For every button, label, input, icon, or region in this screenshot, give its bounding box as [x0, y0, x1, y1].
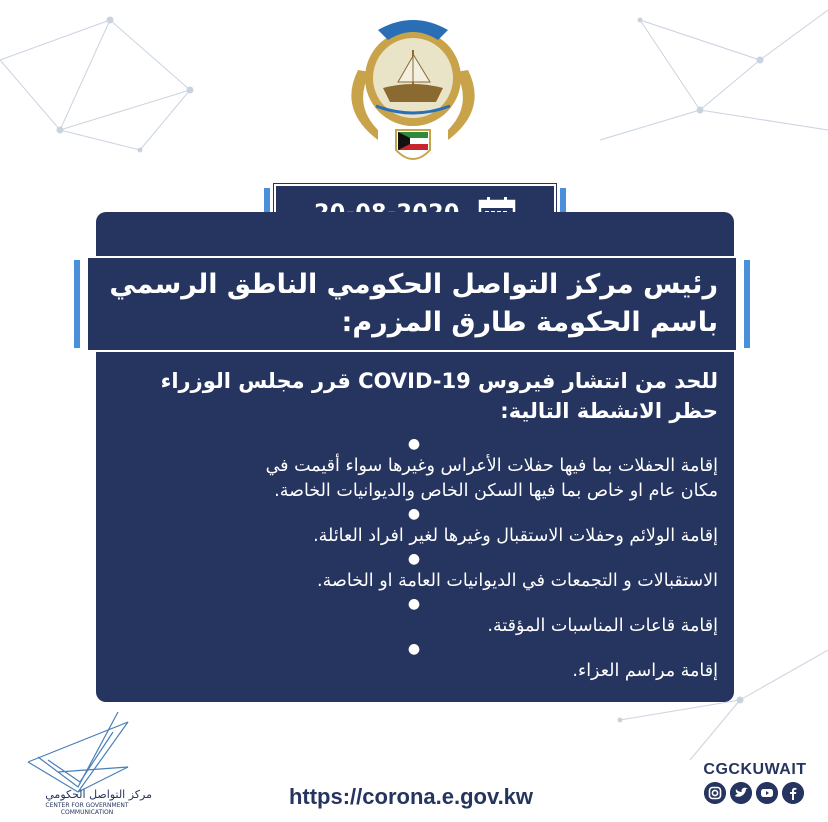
kuwait-emblem [318, 10, 508, 175]
list-item [110, 454, 718, 504]
title-box [86, 256, 738, 352]
cgc-logo-subtitle: CENTER FOR GOVERNMENT COMMUNICATION [45, 802, 129, 816]
bullet-dot: ● [407, 436, 421, 452]
bullet-dot: ● [407, 506, 421, 522]
twitter-icon[interactable] [730, 782, 752, 804]
announcement-body [110, 366, 718, 684]
intro-line-2: حظر الانشطة التالية: [500, 399, 718, 423]
accent-bar-right [744, 260, 750, 348]
instagram-icon[interactable] [704, 782, 726, 804]
list-item: إقامة الولائم وحفلات الاستقبال وغيرها لغير افراد العائلة. [313, 526, 718, 546]
bullet-dot: ● [407, 551, 421, 567]
social-handle: CGCKUWAIT [703, 761, 807, 778]
list-item: الاستقبالات و التجمعات في الديوانيات العامة او الخاصة. [317, 571, 718, 591]
item-1-line-2: مكان عام او خاص بما فيها السكن الخاص والديوانيات الخاصة. [274, 481, 718, 501]
title-line-2: باسم الحكومة طارق المزرم: [341, 307, 718, 338]
social-icons [704, 782, 804, 804]
accent-bar-left [74, 260, 80, 348]
intro-line-1: للحد من انتشار فيروس COVID-19 قرر مجلس الوزراء [160, 369, 718, 393]
item-1-line-1: إقامة الحفلات بما فيها حفلات الأعراس وغيرها سواء أقيمت في [265, 456, 718, 476]
intro-text [110, 366, 718, 426]
bullet-dot: ● [407, 641, 421, 657]
website-link[interactable]: https://corona.e.gov.kw [288, 784, 534, 809]
list-item: إقامة قاعات المناسبات المؤقتة. [487, 616, 718, 636]
title-banner [74, 256, 750, 352]
bullet-dot: ● [407, 596, 421, 612]
youtube-icon[interactable] [756, 782, 778, 804]
list-item: إقامة مراسم العزاء. [572, 661, 718, 681]
facebook-icon[interactable] [782, 782, 804, 804]
emblem-icon [318, 10, 508, 175]
cgc-logo-name: مركز التواصل الحكومي [45, 788, 152, 801]
title-line-1: رئيس مركز التواصل الحكومي الناطق الرسمي [109, 269, 718, 300]
